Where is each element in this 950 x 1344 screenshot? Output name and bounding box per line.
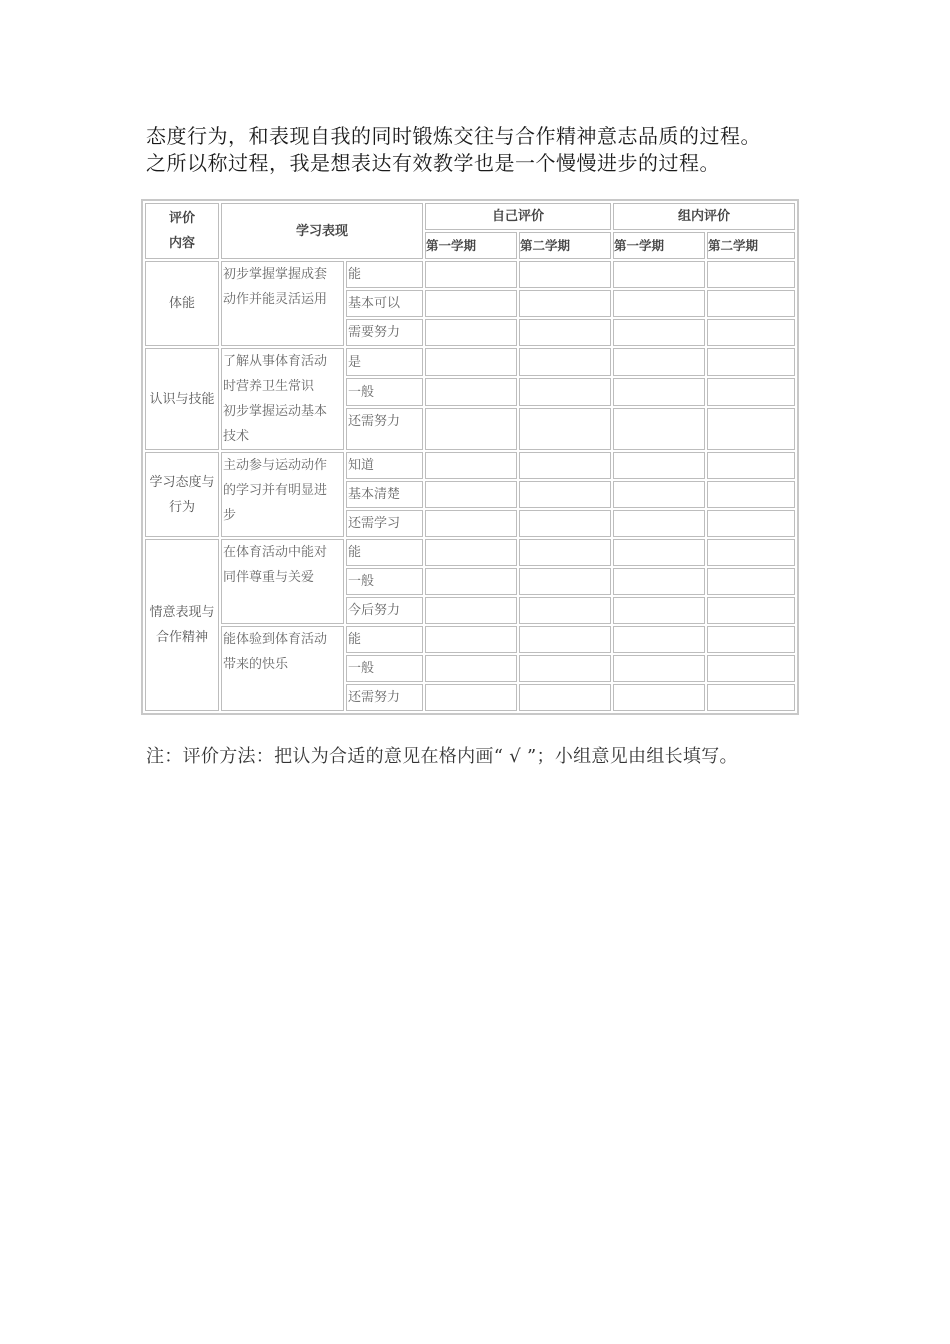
checkbox-cell[interactable]	[613, 261, 705, 288]
checkbox-cell[interactable]	[613, 481, 705, 508]
checkbox-cell[interactable]	[425, 626, 517, 653]
checkbox-cell[interactable]	[707, 261, 795, 288]
checkbox-cell[interactable]	[519, 261, 611, 288]
header-eval-content: 评价 内容	[145, 203, 219, 259]
desc-knowledge: 了解从事体育活动 时营养卫生常识 初步掌握运动基本 技术	[221, 348, 344, 450]
header-group-eval: 组内评价	[613, 203, 795, 230]
category-knowledge: 认识与技能	[145, 348, 219, 450]
checkbox-cell[interactable]	[707, 626, 795, 653]
checkbox-cell[interactable]	[425, 319, 517, 346]
checkbox-cell[interactable]	[425, 408, 517, 450]
checkbox-cell[interactable]	[613, 626, 705, 653]
checkbox-cell[interactable]	[425, 378, 517, 406]
level-option: 今后努力	[346, 597, 423, 624]
checkbox-cell[interactable]	[707, 408, 795, 450]
level-option: 一般	[346, 378, 423, 406]
category-emotion: 情意表现与 合作精神	[145, 539, 219, 711]
category-physical: 体能	[145, 261, 219, 346]
checkbox-cell[interactable]	[425, 539, 517, 566]
level-option: 还需努力	[346, 408, 423, 450]
checkbox-cell[interactable]	[519, 348, 611, 376]
level-option: 需要努力	[346, 319, 423, 346]
checkbox-cell[interactable]	[707, 290, 795, 317]
checkbox-cell[interactable]	[613, 290, 705, 317]
checkbox-cell[interactable]	[613, 510, 705, 537]
checkbox-cell[interactable]	[425, 290, 517, 317]
checkbox-cell[interactable]	[707, 452, 795, 479]
header-learning-performance: 学习表现	[221, 203, 423, 259]
checkbox-cell[interactable]	[519, 378, 611, 406]
checkbox-cell[interactable]	[613, 655, 705, 682]
checkbox-cell[interactable]	[425, 510, 517, 537]
checkbox-cell[interactable]	[519, 597, 611, 624]
checkbox-cell[interactable]	[613, 539, 705, 566]
checkbox-cell[interactable]	[519, 408, 611, 450]
level-option: 还需学习	[346, 510, 423, 537]
checkbox-cell[interactable]	[707, 481, 795, 508]
checkbox-cell[interactable]	[707, 378, 795, 406]
checkbox-cell[interactable]	[613, 568, 705, 595]
level-option: 知道	[346, 452, 423, 479]
checkbox-cell[interactable]	[425, 452, 517, 479]
checkbox-cell[interactable]	[425, 684, 517, 711]
checkbox-cell[interactable]	[425, 568, 517, 595]
level-option: 能	[346, 626, 423, 653]
checkbox-cell[interactable]	[613, 378, 705, 406]
checkbox-cell[interactable]	[425, 348, 517, 376]
header-group-term-2: 第二学期	[707, 232, 795, 259]
checkbox-cell[interactable]	[613, 408, 705, 450]
checkbox-cell[interactable]	[519, 481, 611, 508]
checkbox-cell[interactable]	[519, 568, 611, 595]
checkbox-cell[interactable]	[613, 319, 705, 346]
checkbox-cell[interactable]	[425, 655, 517, 682]
checkbox-cell[interactable]	[519, 655, 611, 682]
checkbox-cell[interactable]	[519, 684, 611, 711]
checkbox-cell[interactable]	[707, 510, 795, 537]
level-option: 能	[346, 539, 423, 566]
desc-emotion-joy: 能体验到体育活动 带来的快乐	[221, 626, 344, 711]
checkbox-cell[interactable]	[707, 348, 795, 376]
checkbox-cell[interactable]	[707, 597, 795, 624]
checkbox-cell[interactable]	[519, 539, 611, 566]
checkbox-cell[interactable]	[613, 452, 705, 479]
level-option: 一般	[346, 655, 423, 682]
checkbox-cell[interactable]	[613, 684, 705, 711]
level-option: 基本可以	[346, 290, 423, 317]
checkbox-cell[interactable]	[425, 261, 517, 288]
intro-line-2: 之所以称过程，我是想表达有效教学也是一个慢慢进步的过程。	[146, 151, 720, 175]
checkbox-cell[interactable]	[519, 319, 611, 346]
evaluation-table	[141, 199, 799, 715]
checkbox-cell[interactable]	[519, 510, 611, 537]
header-self-term-1: 第一学期	[425, 232, 517, 259]
checkbox-cell[interactable]	[613, 348, 705, 376]
header-self-eval: 自己评价	[425, 203, 611, 230]
checkbox-cell[interactable]	[425, 481, 517, 508]
category-attitude: 学习态度与 行为	[145, 452, 219, 537]
level-option: 基本清楚	[346, 481, 423, 508]
checkbox-cell[interactable]	[707, 568, 795, 595]
level-option: 还需努力	[346, 684, 423, 711]
checkbox-cell[interactable]	[519, 452, 611, 479]
checkbox-cell[interactable]	[707, 655, 795, 682]
desc-attitude: 主动参与运动动作 的学习并有明显进 步	[221, 452, 344, 537]
header-group-term-1: 第一学期	[613, 232, 705, 259]
checkbox-cell[interactable]	[707, 539, 795, 566]
header-self-term-2: 第二学期	[519, 232, 611, 259]
checkbox-cell[interactable]	[707, 319, 795, 346]
level-option: 一般	[346, 568, 423, 595]
checkbox-cell[interactable]	[613, 597, 705, 624]
desc-emotion-respect: 在体育活动中能对 同伴尊重与关爱	[221, 539, 344, 624]
level-option: 是	[346, 348, 423, 376]
desc-physical: 初步掌握掌握成套 动作并能灵活运用	[221, 261, 344, 346]
checkbox-cell[interactable]	[425, 597, 517, 624]
intro-line-1: 态度行为，和表现自我的同时锻炼交往与合作精神意志品质的过程。	[146, 124, 761, 148]
checkbox-cell[interactable]	[519, 626, 611, 653]
checkbox-cell[interactable]	[519, 290, 611, 317]
evaluation-note: 注：评价方法：把认为合适的意见在格内画“ √ ”；小组意见由组长填写。	[146, 746, 738, 767]
checkbox-cell[interactable]	[707, 684, 795, 711]
level-option: 能	[346, 261, 423, 288]
